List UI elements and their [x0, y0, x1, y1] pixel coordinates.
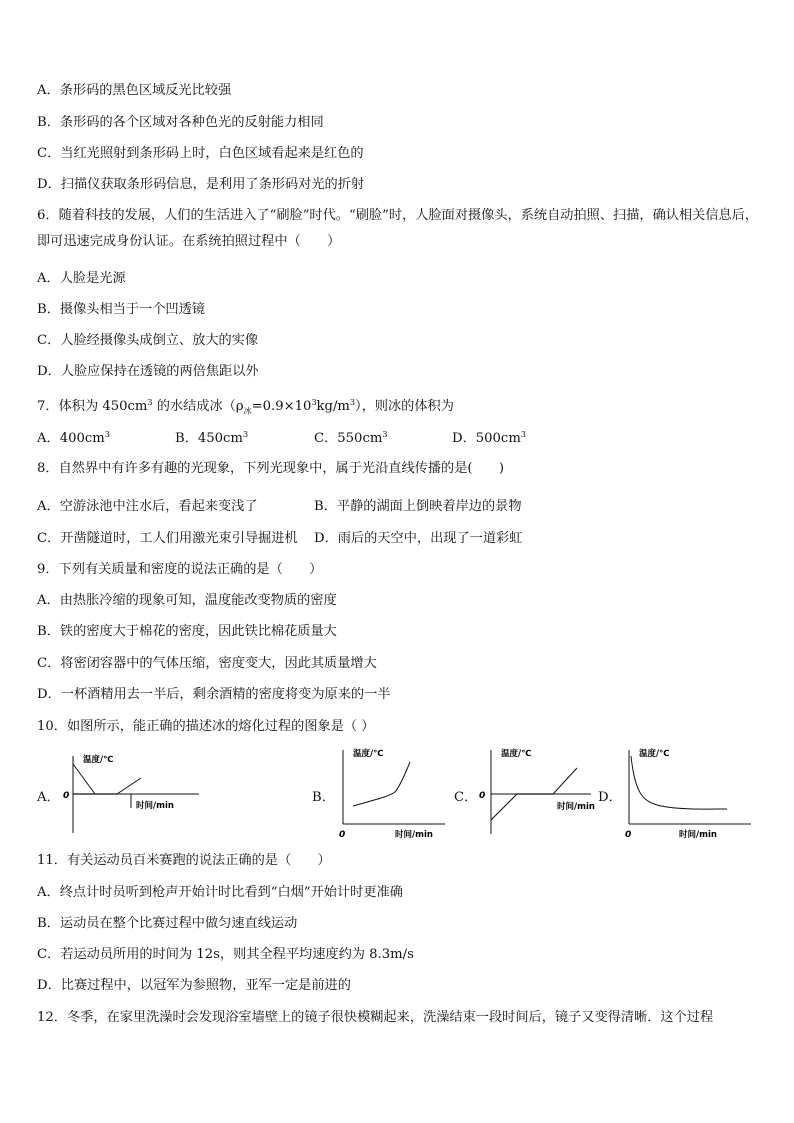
- q5-option-b: B．条形码的各个区域对各种色光的反射能力相同: [37, 115, 324, 130]
- q8-option-a: A．空游泳池中注水后，看起来变浅了: [37, 499, 258, 514]
- graph-d-zero: 0: [625, 830, 632, 840]
- graph-b-ylabel: 温度/℃: [353, 749, 384, 759]
- graph-d-curve: [631, 756, 727, 809]
- q9-option-b: B．铁的密度大于棉花的密度，因此铁比棉花质量大: [37, 624, 337, 639]
- graph-b-zero: 0: [339, 830, 346, 840]
- graph-b-xlabel: 时间/min: [395, 830, 433, 840]
- q7-option-c: C．$550cm^3$: [314, 430, 388, 446]
- graph-c-line1: [491, 794, 517, 820]
- graph-a-zero: 0: [63, 791, 70, 801]
- graph-c-zero: 0: [479, 791, 486, 801]
- q10-graphs: [37, 744, 759, 844]
- q7-option-d: D．$500cm^3$: [452, 430, 526, 446]
- q6-option-d: D．人脸应保持在透镜的两倍焦距以外: [37, 364, 259, 379]
- graph-d-label: D．: [598, 790, 622, 805]
- graph-a-xlabel: 时间/min: [136, 801, 174, 811]
- graph-a: [59, 748, 209, 838]
- q6-option-c: C．人脸经摄像头成倒立、放大的实像: [37, 333, 259, 348]
- graph-b: [335, 744, 450, 844]
- q11-option-b: B．运动员在整个比赛过程中做匀速直线运动: [37, 916, 298, 931]
- graph-c-line3: [553, 768, 577, 794]
- q11-option-d: D．比赛过程中，以冠军为参照物，亚军一定是前进的: [37, 978, 351, 993]
- q5-option-a: A．条形码的黑色区域反光比较强: [37, 83, 232, 98]
- q8-option-d: D．雨后的天空中，出现了一道彩虹: [314, 531, 523, 546]
- graph-a-label: A．: [37, 790, 60, 805]
- graph-a-line4: [117, 778, 141, 794]
- q9-stem: 9．下列有关质量和密度的说法正确的是（ ）: [37, 562, 323, 577]
- graph-d-ylabel: 温度/℃: [639, 749, 670, 759]
- q11-stem: 11．有关运动员百米赛跑的说法正确的是（ ）: [37, 853, 331, 868]
- q5-option-c: C．当红光照射到条形码上时，白色区域看起来是红色的: [37, 146, 364, 161]
- graph-d: [621, 744, 759, 844]
- q7-option-b: B．$450cm^3$: [175, 430, 249, 446]
- q6-option-a: A．人脸是光源: [37, 271, 126, 286]
- q6-option-b: B．摄像头相当于一个凹透镜: [37, 302, 205, 317]
- graph-c-ylabel: 温度/℃: [501, 749, 532, 759]
- q7-option-a: A．$400cm^3$: [37, 430, 110, 446]
- q9-option-d: D．一杯酒精用去一半后，剩余酒精的密度将变为原来的一半: [37, 687, 391, 702]
- graph-a-ylabel: 温度/℃: [83, 755, 114, 765]
- q11-option-a: A．终点计时员听到枪声开始计时比看到“白烟”开始计时更准确: [37, 885, 403, 900]
- q10-stem: 10．如图所示，能正确的描述冰的熔化过程的图象是（ ）: [37, 719, 375, 734]
- q7-stem: 7．体积为 $450cm^3$ 的水结成冰$(\rho_冰=0.9\times 10^3kg/m^3)$，则冰的体积为: [37, 398, 454, 416]
- q12-stem: 12．冬季，在家里洗澡时会发现浴室墙壁上的镜子很快模糊起来，洗澡结束一段时间后，镜子又变得清晰．这个过程: [37, 1010, 714, 1025]
- graph-c-xlabel: 时间/min: [557, 802, 595, 812]
- graph-b-curve: [353, 762, 410, 806]
- q8-stem: 8．自然界中有许多有趣的光现象，下列光现象中，属于光沿直线传播的是( ): [37, 461, 505, 476]
- graph-c: [473, 744, 598, 844]
- graph-c-label: C．: [454, 790, 478, 805]
- q8-option-c: C．开凿隧道时，工人们用激光束引导掘进机: [37, 531, 298, 546]
- q11-option-c: C．若运动员所用的时间为 12s，则其全程平均速度约为 8.3m/s: [37, 947, 414, 962]
- q9-option-a: A．由热胀冷缩的现象可知，温度能改变物质的密度: [37, 593, 337, 608]
- q8-row2: [37, 530, 759, 548]
- q7-options: [37, 426, 759, 444]
- graph-d-xlabel: 时间/min: [679, 830, 717, 840]
- q9-option-c: C．将密闭容器中的气体压缩，密度变大，因此其质量增大: [37, 656, 377, 671]
- q6-stem: 6．随着科技的发展，人们的生活进入了“刷脸”时代。“刷脸”时，人脸面对摄像头，系统自动拍照、扫描，确认相关信息后，即可迅速完成身份认证。在系统拍照过程中（ ）: [37, 208, 759, 249]
- q5-option-d: D．扫描仪获取条形码信息，是利用了条形码对光的折射: [37, 177, 365, 192]
- q8-row1: [37, 498, 759, 516]
- graph-b-label: B．: [312, 790, 335, 805]
- q8-option-b: B．平静的湖面上倒映着岸边的景物: [314, 499, 522, 514]
- graph-a-line1: [73, 764, 95, 794]
